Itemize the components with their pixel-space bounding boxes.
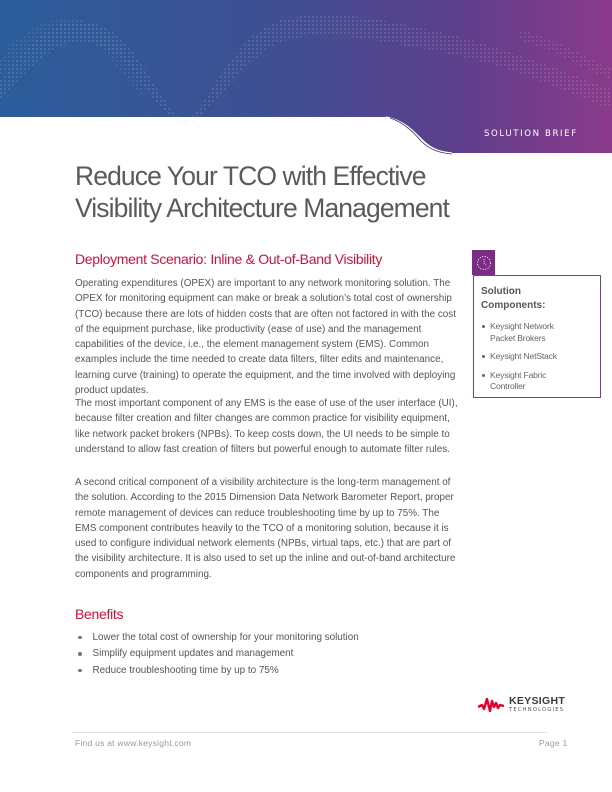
- benefits-list: [75, 629, 359, 679]
- benefit-text: Reduce troubleshooting time by up to 75%: [92, 664, 279, 676]
- title-line-2: Visibility Architecture Management: [75, 193, 449, 223]
- paragraph-ui: The most important component of any EMS is the ease of use of the user interface (UI), because filter creation and filter changes are common practice for visibility equipment, like network packet brokers (NPBs). To keep costs down, the UI needs to be simple to understand to allow fast creation of filters but powerful enough to automate filter rules.: [75, 398, 458, 455]
- list-item: [75, 662, 359, 679]
- page-title: [75, 160, 455, 224]
- list-item: [75, 646, 359, 663]
- component-name: Keysight Network Packet Brokers: [490, 321, 554, 343]
- paragraph-opex: Operating expenditures (OPEX) are important to any network monitoring solution. The OPEX for monitoring equipment can make or break a solution’s total cost of ownership (TCO) because there are lots of hidden costs that are often not factored in with the cost of the equipment purchase, like productivity (ease of use) and the management capabilities of the device, i.e., the element management system (EMS). Common examples include the time needed to create data filters, filter edits and maintenance, learning curve (training) to operate the equipment, and the time involved with deploying product updates.: [75, 278, 456, 397]
- scenario-heading: Deployment Scenario: Inline & Out-of-Band Visibility: [75, 251, 383, 267]
- bullet-icon: [78, 669, 82, 673]
- benefit-text: Lower the total cost of ownership for your monitoring solution: [92, 631, 359, 643]
- page-number: Page 1: [539, 738, 568, 748]
- component-name: Keysight NetStack: [490, 351, 557, 361]
- keysight-logo: [478, 696, 565, 714]
- bullet-icon: [482, 374, 485, 377]
- list-item: [481, 321, 580, 344]
- logo-subtitle: TECHNOLOGIES: [509, 707, 565, 713]
- logo-name: KEYSIGHT: [509, 695, 566, 707]
- footer-website[interactable]: Find us at www.keysight.com: [75, 738, 192, 748]
- component-name: Keysight Fabric Controller: [490, 369, 547, 391]
- keysight-wave-icon: [478, 696, 504, 714]
- benefit-text: Simplify equipment updates and management: [92, 648, 294, 660]
- footer-divider: [72, 732, 548, 733]
- list-item: [481, 370, 580, 393]
- benefits-heading: Benefits: [75, 606, 124, 622]
- sidebar-icon-tab: [472, 250, 495, 275]
- title-line-1: Reduce Your TCO with Effective: [75, 161, 426, 191]
- bullet-icon: [482, 355, 485, 358]
- dotted-circle-icon: [476, 255, 492, 271]
- bullet-icon: [78, 652, 82, 656]
- bullet-icon: [78, 636, 82, 640]
- header-banner: [0, 0, 612, 156]
- solution-components-box: [473, 275, 601, 398]
- paragraph-management: A second critical component of a visibility architecture is the long-term management of the solution. According to the 2015 Dimension Data Network Barometer Report, proper remote management of devices can reduce troubleshooting time by up to 75%. The EMS component contributes heavily to the TCO of a monitoring solution, because it is used to configure individual network elements (NPBs, virtual taps, etc.) that are part of the visibility architecture. It is also used to set up the inline and out-of-band architecture components and programming.: [75, 477, 456, 580]
- bullet-icon: [482, 325, 485, 328]
- list-item: [481, 351, 580, 363]
- sidebar-title: Solution Components:: [481, 286, 546, 311]
- document-type-label: SOLUTION BRIEF: [484, 129, 578, 139]
- components-list: [481, 321, 580, 400]
- list-item: [75, 629, 359, 646]
